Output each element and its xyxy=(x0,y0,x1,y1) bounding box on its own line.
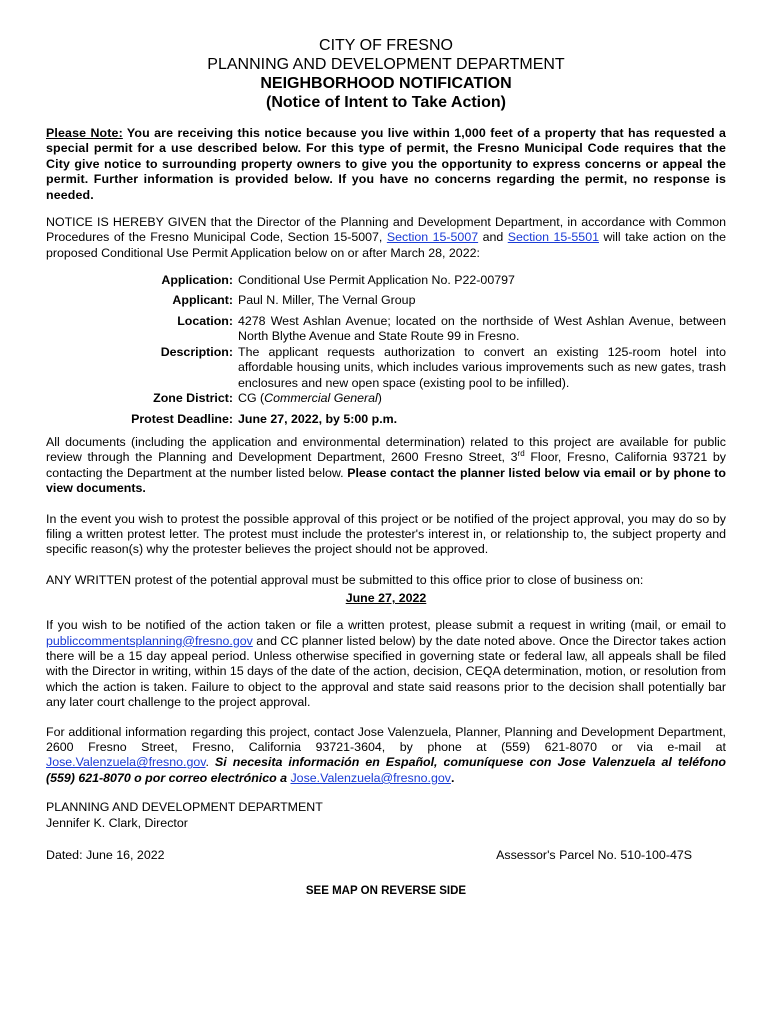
detail-label: Protest Deadline: xyxy=(131,411,233,426)
signature-department: PLANNING AND DEVELOPMENT DEPARTMENT xyxy=(46,800,323,815)
please-note-label: Please Note: xyxy=(46,126,123,140)
detail-value: Paul N. Miller, The Vernal Group xyxy=(238,292,416,307)
detail-row-description xyxy=(46,345,726,391)
document-subtitle: (Notice of Intent to Take Action) xyxy=(266,94,506,111)
ordinal-suffix: rd xyxy=(517,449,525,459)
detail-label: Description: xyxy=(160,344,233,359)
notify-text: If you wish to be notified of the action taken or file a written protest, please submit a request in writing (mail, or email to xyxy=(46,618,726,633)
dated-row xyxy=(46,847,726,863)
notification-paragraph xyxy=(46,618,726,710)
planner-email-link-spanish[interactable]: Jose.Valenzuela@fresno.gov xyxy=(290,770,451,785)
detail-value: 4278 West Ashlan Avenue; located on the northside of West Ashlan Avenue, between North Blythe Avenue and State Route 99 in Fresno. xyxy=(238,314,726,344)
public-comments-email-link[interactable]: publiccommentsplanning@fresno.gov xyxy=(46,633,253,648)
info-end: . xyxy=(450,770,455,785)
detail-row-location xyxy=(46,314,726,345)
notice-page xyxy=(46,36,726,897)
detail-value: June 27, 2022, by 5:00 p.m. xyxy=(238,411,398,426)
detail-row-zone-district xyxy=(46,391,726,406)
detail-label: Zone District: xyxy=(153,391,233,406)
detail-label: Application: xyxy=(161,273,233,288)
city-name: CITY OF FRESNO xyxy=(319,37,453,54)
protest-paragraph: In the event you wish to protest the possible approval of this project or be notified of the project approval, you may do so by filing a written protest letter. The protest must include the protester's interest in, or relationship to, the subject property and specific reason(s) why the protester believes the project should not be approved. xyxy=(46,511,726,557)
zone-suffix: ) xyxy=(377,391,382,406)
detail-label: Applicant: xyxy=(172,292,233,307)
planner-email-link[interactable]: Jose.Valenzuela@fresno.gov xyxy=(46,755,206,770)
detail-row-application xyxy=(46,273,726,288)
zone-code: CG ( xyxy=(238,391,265,406)
documents-text: All documents (including the application and environmental determination) related to this project are available for public review through the Planning and Development Department, 2600 Fresno Street, 3 xyxy=(46,434,726,465)
detail-label: Location: xyxy=(177,314,233,329)
contact-info-paragraph xyxy=(46,725,726,787)
spanish-contact-text: Si necesita información en Español, comuníquese con Jose Valenzuela al teléfono (559) 621-8070 o por correo electrónico a xyxy=(46,755,726,785)
detail-value: The applicant requests authorization to convert an existing 125-room hotel into affordable housing units, which includes various improvements such as new gates, trash enclosures and new open space (existing pool to be infilled). xyxy=(238,344,726,390)
info-text: . xyxy=(205,755,216,770)
detail-row-protest-deadline xyxy=(46,412,726,427)
please-note-paragraph xyxy=(46,126,726,203)
documents-text: Floor, Fresno, California 93721 by contacting the Department at the number listed below. xyxy=(46,450,726,480)
signature-block xyxy=(46,800,726,831)
notice-text: and xyxy=(478,230,508,245)
dated-text: Dated: June 16, 2022 xyxy=(46,848,165,863)
detail-value xyxy=(238,391,726,406)
please-note-text: You are receiving this notice because you live within 1,000 feet of a property that has requested a special permit for a use described below. For this type of permit, the Fresno Municipal Code requires that the City give notice to surrounding property owners to give you the opportunity to express concerns or appeal the permit. Further information is provided below. If you have no concerns regarding the permit, no response is needed. xyxy=(46,126,726,202)
info-text: For additional information regarding this project, contact Jose Valenzuela, Planner, Planning and Development Department, 2600 Fresno Street, Fresno, California 93721-3604, by phone at (559) 621-8070 or via e-mail at xyxy=(46,724,726,754)
parcel-number: Assessor's Parcel No. 510-100-47S xyxy=(496,848,692,863)
section-15-5501-link[interactable]: Section 15-5501 xyxy=(507,230,599,245)
project-details xyxy=(46,273,726,427)
document-header xyxy=(46,36,726,112)
document-title: NEIGHBORHOOD NOTIFICATION xyxy=(260,75,512,92)
notice-text: will take action on the proposed Conditional Use Permit Application below on or after March 28, 2022: xyxy=(46,230,726,260)
department-name: PLANNING AND DEVELOPMENT DEPARTMENT xyxy=(207,56,565,73)
deadline-date: June 27, 2022 xyxy=(345,591,427,606)
detail-value: Conditional Use Permit Application No. P22-00797 xyxy=(238,273,515,288)
detail-row-applicant xyxy=(46,293,726,308)
notice-paragraph xyxy=(46,215,726,261)
notice-text: NOTICE IS HEREBY GIVEN that the Director of the Planning and Development Department, in accordance with Common Procedures of the Fresno Municipal Code, Section 15-5007, xyxy=(46,215,726,245)
zone-name: Commercial General xyxy=(264,391,378,406)
signature-name: Jennifer K. Clark, Director xyxy=(46,815,188,830)
notify-text: and CC planner listed below) by the date noted above. Once the Director takes action there will be a 15 day appeal period. Unless otherwise specified in governing state or federal law, all appeals shall be filed with the Director in writing, within 15 days of the date of the action, decision, CEQA determination, motion, or resolution from which the action is taken. Failure to object to the approval and state said reasons prior to the decision shall potentially bar any later court challenge to the project approval. xyxy=(46,633,726,710)
see-map-note: SEE MAP ON REVERSE SIDE xyxy=(305,885,467,898)
documents-contact-note: Please contact the planner listed below via email or by phone to view documents. xyxy=(46,465,726,496)
documents-paragraph xyxy=(46,435,726,497)
written-protest-paragraph: ANY WRITTEN protest of the potential approval must be submitted to this office prior to close of business on: xyxy=(46,572,644,587)
section-15-5007-link[interactable]: Section 15-5007 xyxy=(386,230,479,245)
